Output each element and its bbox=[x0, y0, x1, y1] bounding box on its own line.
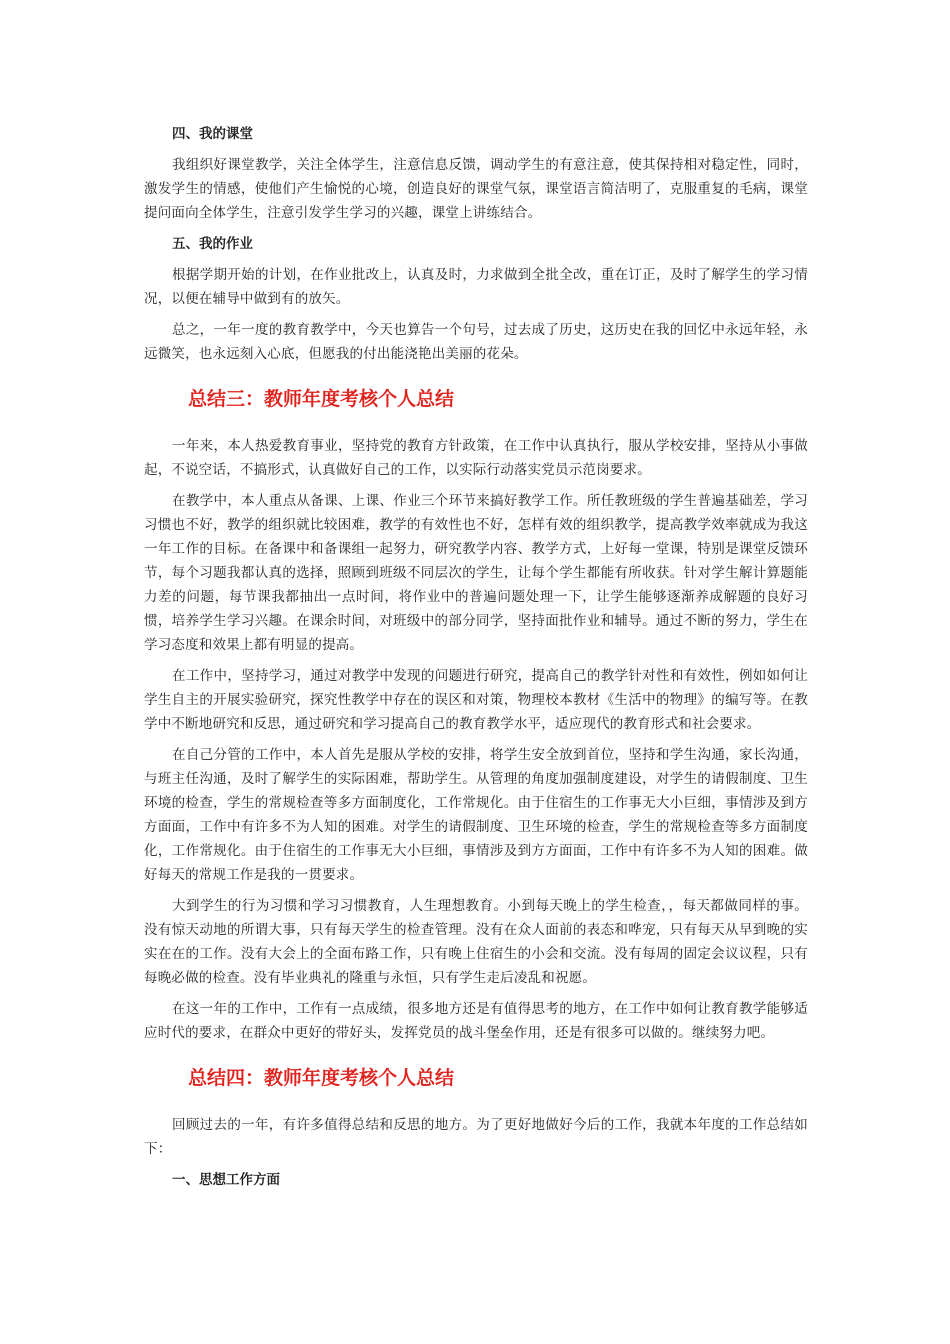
paragraph: 回顾过去的一年，有许多值得总结和反思的地方。为了更好地做好今后的工作，我就本年度的工作总结如下： bbox=[144, 1117, 808, 1157]
section-heading-ideology: 一、思想工作方面 bbox=[172, 1172, 280, 1188]
paragraph: 一年来，本人热爱教育事业，坚持党的教育方针政策，在工作中认真执行，服从学校安排，坚持从小事做起，不说空话，不搞形式，认真做好自己的工作，以实际行动落实党员示范岗要求。 bbox=[144, 438, 808, 478]
paragraph: 在自己分管的工作中，本人首先是服从学校的安排，将学生安全放到首位，坚持和学生沟通，家长沟通，与班主任沟通，及时了解学生的实际困难，帮助学生。从管理的角度加强制度建设，对学生的请假制度、卫生环境的检查，学生的常规检查等多方面制度化，工作常规化。由于住宿生的工作事无大小巨细，事情涉及到方方面面，工作中有许多不为人知的困难。对学生的请假制度、卫生环境的检查，学生的常规检查等多方面制度化，工作常规化。由于住宿生的工作事无大小巨细，事情涉及到方方面面，工作中有许多不为人知的困难。做好每天的常规工作是我的一贯要求。 bbox=[144, 747, 808, 883]
paragraph: 根据学期开始的计划，在作业批改上，认真及时，力求做到全批全改，重在订正，及时了解学生的学习情况，以便在辅导中做到有的放矢。 bbox=[144, 267, 808, 307]
document-page bbox=[144, 122, 808, 1199]
summary-four-title: 总结四：教师年度考核个人总结 bbox=[188, 1067, 455, 1089]
section-heading-classroom: 四、我的课堂 bbox=[172, 126, 253, 142]
paragraph: 我组织好课堂教学，关注全体学生，注意信息反馈，调动学生的有意注意，使其保持相对稳定性，同时，激发学生的情感，使他们产生愉悦的心境，创造良好的课堂气氛，课堂语言简洁明了，克服重复的毛病，课堂提问面向全体学生，注意引发学生学习的兴趣，课堂上讲练结合。 bbox=[144, 157, 808, 221]
paragraph: 在工作中，坚持学习，通过对教学中发现的问题进行研究，提高自己的教学针对性和有效性，例如如何让学生自主的开展实验研究，探究性教学中存在的误区和对策，物理校本教材《生活中的物理》的编写等。在教学中不断地研究和反思，通过研究和学习提高自己的教育教学水平，适应现代的教育形式和社会要求。 bbox=[144, 668, 808, 732]
paragraph: 在教学中，本人重点从备课、上课、作业三个环节来搞好教学工作。所任教班级的学生普遍基础差，学习习惯也不好，教学的组织就比较困难，教学的有效性也不好，怎样有效的组织教学，提高教学效率就成为我这一年工作的目标。在备课中和备课组一起努力，研究教学内容、教学方式，上好每一堂课，特别是课堂反馈环节，每个习题我都认真的选择，照顾到班级不同层次的学生，让每个学生都能有所收获。针对学生解计算题能力差的问题，每节课我都抽出一点时间，将作业中的普遍问题处理一下，让学生能够逐渐养成解题的良好习惯，培养学生学习兴趣。在课余时间，对班级中的部分同学，坚持面批作业和辅导。通过不断的努力，学生在学习态度和效果上都有明显的提高。 bbox=[144, 493, 808, 653]
paragraph: 在这一年的工作中，工作有一点成绩，很多地方还是有值得思考的地方，在工作中如何让教育教学能够适应时代的要求，在群众中更好的带好头，发挥党员的战斗堡垒作用，还是有很多可以做的。继续努力吧。 bbox=[144, 1001, 808, 1041]
summary-three-title: 总结三：教师年度考核个人总结 bbox=[188, 388, 455, 410]
paragraph: 大到学生的行为习惯和学习习惯教育，人生理想教育。小到每天晚上的学生检查，，每天都做同样的事。没有惊天动地的所谓大事，只有每天学生的检查管理。没有在众人面前的表态和哗宠，只有每天从早到晚的实实在在的工作。没有大会上的全面布路工作，只有晚上住宿生的小会和交流。没有每周的固定会议议程，只有每晚必做的检查。没有毕业典礼的隆重与永恒，只有学生走后凌乱和祝愿。 bbox=[144, 898, 808, 986]
section-heading-homework: 五、我的作业 bbox=[172, 236, 253, 252]
paragraph: 总之，一年一度的教育教学中，今天也算告一个句号，过去成了历史，这历史在我的回忆中永远年轻，永远微笑，也永远刻入心底，但愿我的付出能浇艳出美丽的花朵。 bbox=[144, 322, 808, 362]
